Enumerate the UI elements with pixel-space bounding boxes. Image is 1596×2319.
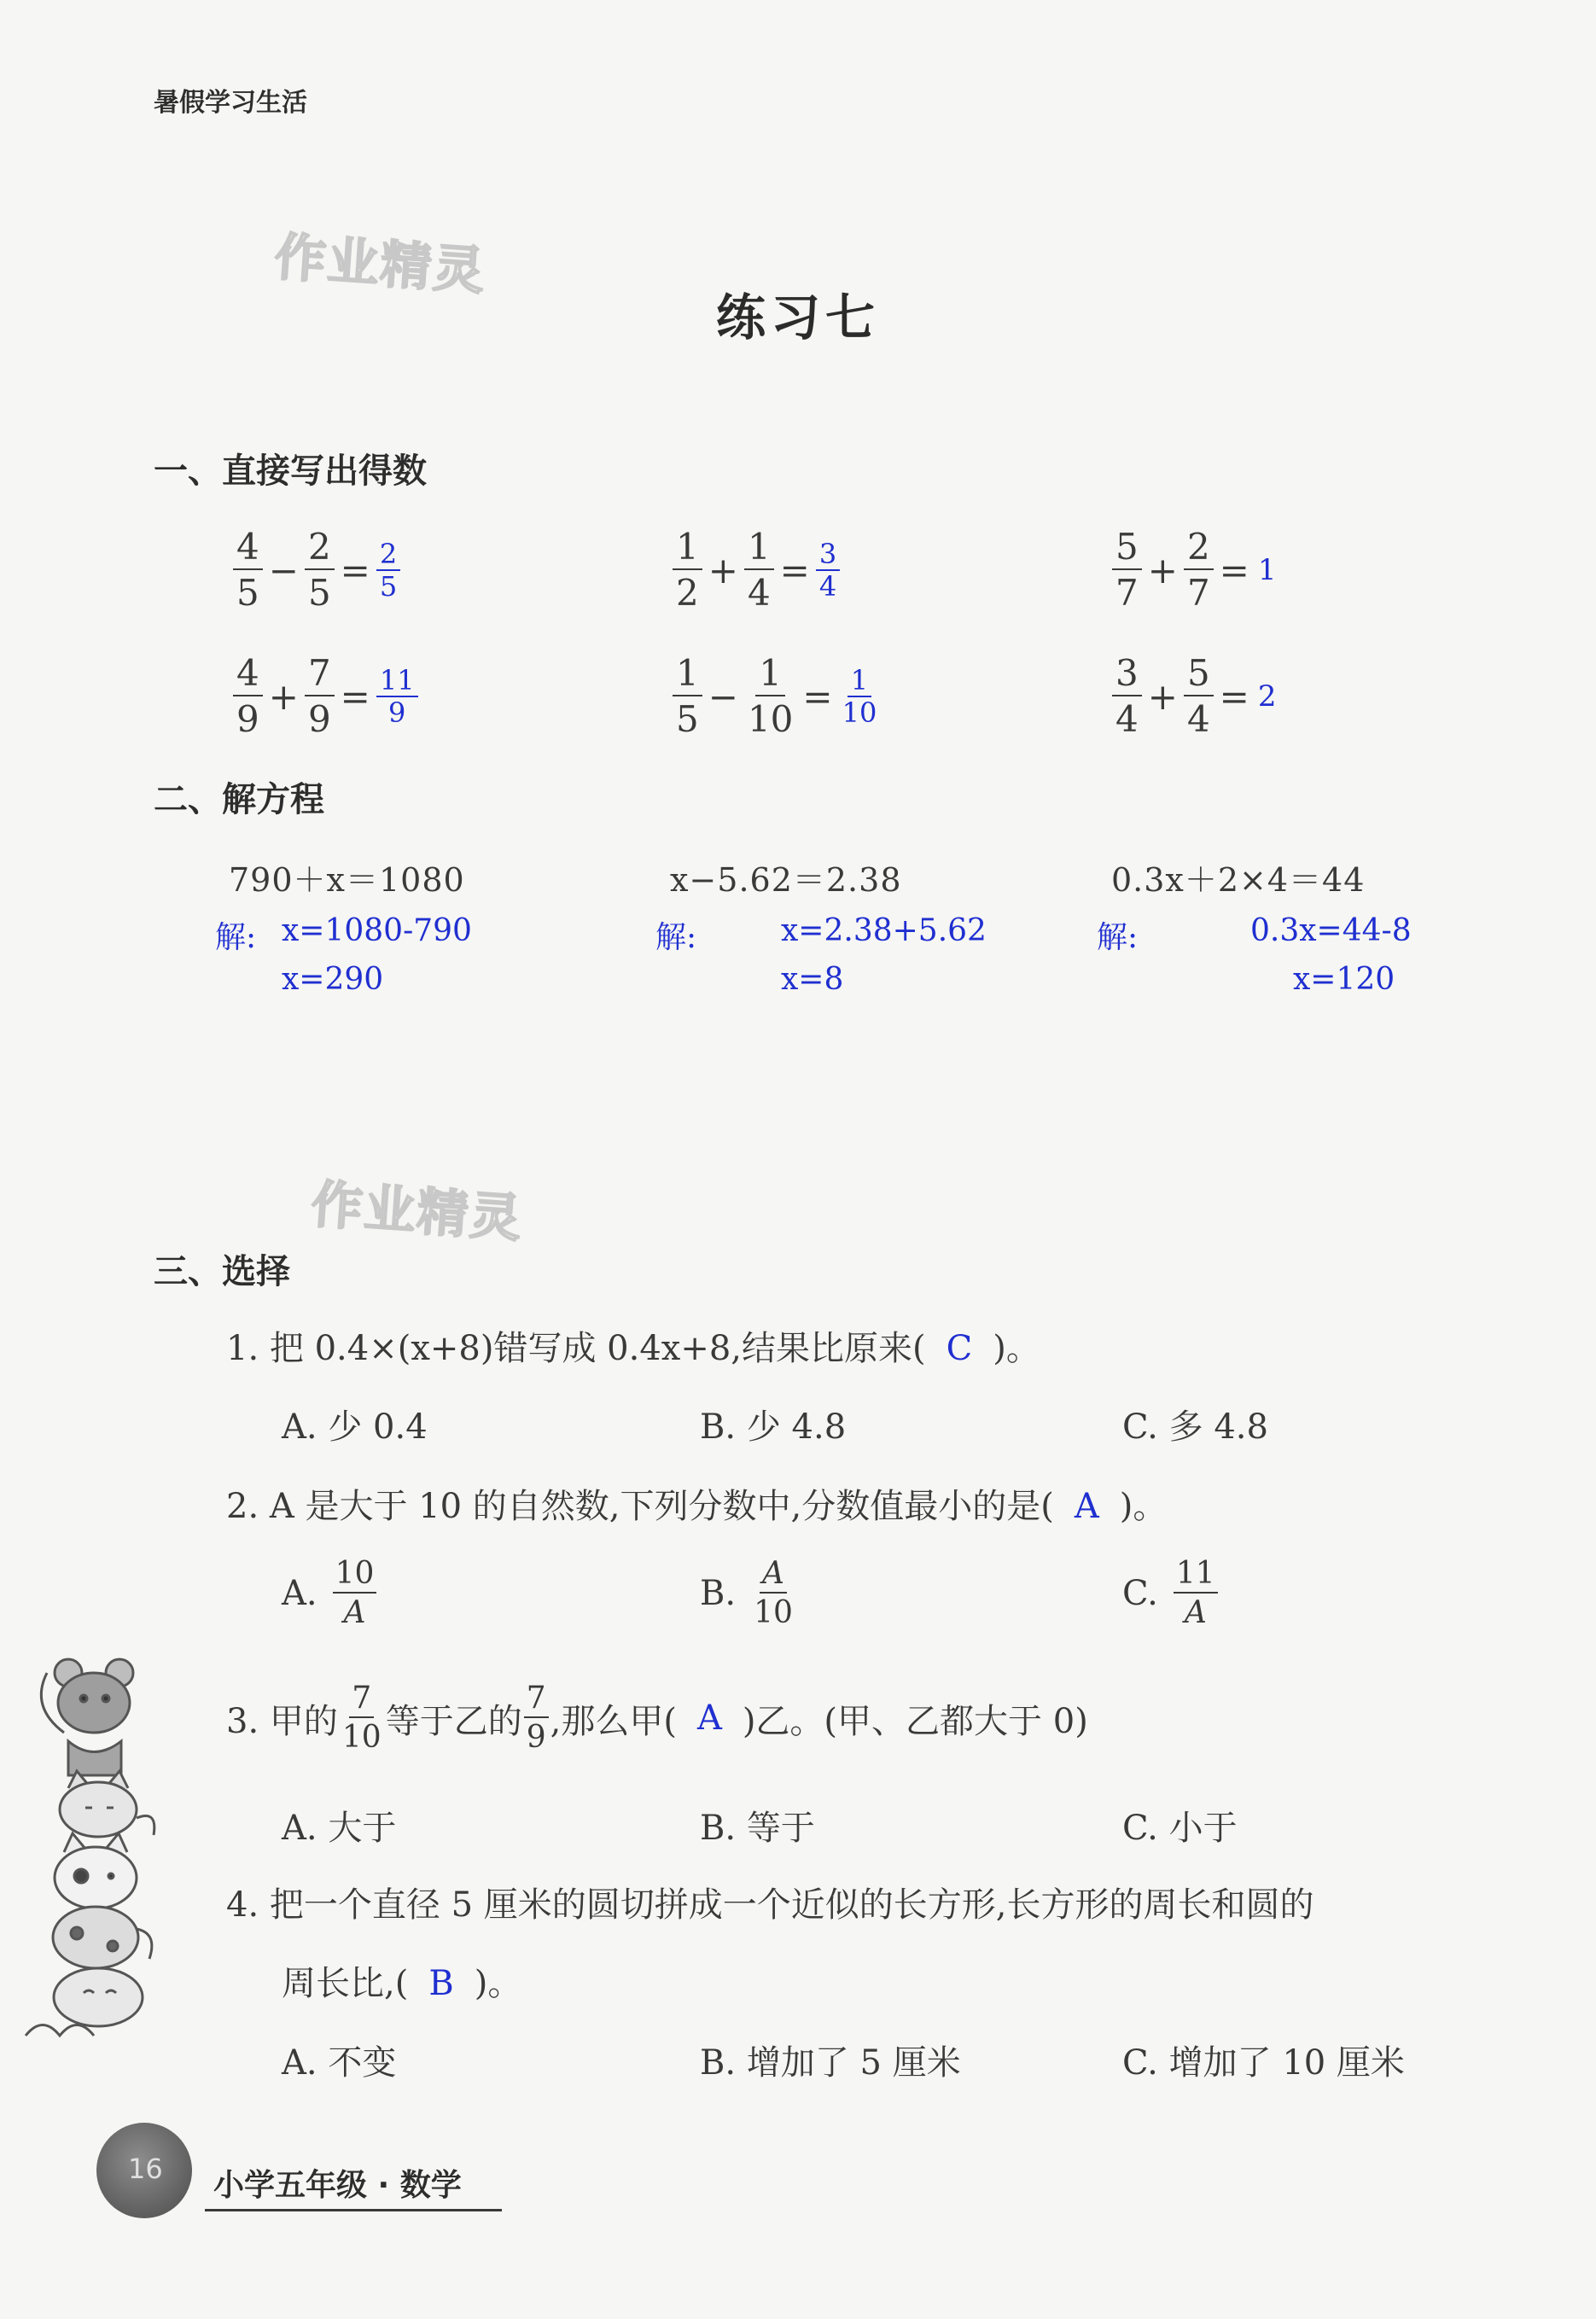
solution-step: x=1080-790 bbox=[282, 913, 472, 948]
equation-3: 0.3x＋2×4＝44 bbox=[1111, 861, 1366, 899]
option-a: A. 不变 bbox=[282, 2043, 397, 2083]
question-4-continued: 周长比,( B )。 bbox=[282, 1964, 522, 2003]
section-heading-3: 三、选择 bbox=[154, 1252, 290, 1291]
solution-result: x=290 bbox=[282, 962, 384, 997]
option-a: A. 少 0.4 bbox=[282, 1407, 428, 1447]
equation-2: x−5.62＝2.38 bbox=[670, 861, 902, 899]
solution-result: x=120 bbox=[1293, 962, 1395, 997]
problem-5: $\frac{1}{5}$ − $\frac{1}{10}$ = $\frac{1}{10}$ bbox=[670, 655, 882, 737]
section-heading-1: 一、直接写出得数 bbox=[154, 452, 427, 491]
problem-4: $\frac{4}{9}$ + $\frac{7}{9}$ = $\frac{11}{9}$ bbox=[230, 655, 421, 737]
solution-label: 解: bbox=[655, 920, 697, 955]
option-c: C. 增加了 10 厘米 bbox=[1122, 2043, 1405, 2083]
solution-step: 0.3x=44-8 bbox=[1250, 913, 1412, 948]
watermark-top: 作业精灵 bbox=[272, 227, 488, 302]
option-c: C. 11 A bbox=[1122, 1559, 1220, 1629]
solution-result: x=8 bbox=[781, 962, 844, 997]
answer-fraction: $\frac{3}{4}$ bbox=[816, 540, 840, 600]
problem-2: $\frac{1}{2}$ + $\frac{1}{4}$ = $\frac{3}{4}$ bbox=[670, 529, 842, 611]
solution-label: 解: bbox=[1097, 920, 1139, 955]
answer-choice: A bbox=[696, 1698, 722, 1738]
watermark-middle: 作业精灵 bbox=[309, 1174, 525, 1250]
option-b: B. 等于 bbox=[700, 1809, 815, 1848]
option-b: B. 增加了 5 厘米 bbox=[700, 2043, 961, 2083]
answer-choice: A bbox=[1074, 1487, 1099, 1526]
option-a: A. 大于 bbox=[282, 1809, 397, 1848]
solution-label: 解: bbox=[215, 920, 257, 955]
page-number: 16 bbox=[128, 2153, 163, 2185]
problem-1: $\frac{4}{5}$ − $\frac{2}{5}$ = $\frac{2}{5}$ bbox=[230, 529, 403, 611]
solution-step: x=2.38+5.62 bbox=[781, 913, 987, 948]
section-heading-2: 二、解方程 bbox=[154, 780, 324, 819]
option-b: B. A 10 bbox=[700, 1556, 793, 1630]
running-header: 暑假学习生活 bbox=[154, 88, 307, 118]
option-a: A. 10 A bbox=[282, 1559, 378, 1629]
footer-subject: 小学五年级 · 数学 bbox=[213, 2168, 462, 2203]
option-c: C. 多 4.8 bbox=[1122, 1407, 1268, 1447]
question-3: 3. 甲的 7 10 等于乙的 7 9 ,那么甲( A )乙。(甲、乙都大于 0) bbox=[226, 1681, 1088, 1755]
answer-choice: C bbox=[946, 1329, 973, 1368]
option-b: B. 少 4.8 bbox=[700, 1407, 847, 1447]
problem-3: $\frac{5}{7}$ + $\frac{2}{7}$ = 1 bbox=[1110, 529, 1277, 611]
answer-choice: B bbox=[428, 1964, 454, 2003]
answer-integer: 2 bbox=[1257, 679, 1277, 714]
footer-rule bbox=[205, 2209, 502, 2211]
answer-fraction: $\frac{2}{5}$ bbox=[376, 540, 400, 600]
question-1: 1. 把 0.4×(x+8)错写成 0.4x+8,结果比原来( C )。 bbox=[226, 1329, 1040, 1368]
question-2: 2. A 是大于 10 的自然数,下列分数中,分数值最小的是( A )。 bbox=[226, 1487, 1168, 1526]
answer-integer: 1 bbox=[1257, 553, 1277, 587]
equation-1: 790＋x＝1080 bbox=[229, 861, 465, 899]
question-4: 4. 把一个直径 5 厘米的圆切拼成一个近似的长方形,长方形的周长和圆的 bbox=[226, 1885, 1314, 1925]
problem-6: $\frac{3}{4}$ + $\frac{5}{4}$ = 2 bbox=[1110, 655, 1277, 737]
page-title: 练习七 bbox=[715, 288, 880, 347]
answer-fraction: $\frac{11}{9}$ bbox=[376, 667, 418, 726]
cartoon-animals-illustration bbox=[17, 1639, 162, 2048]
answer-fraction: $\frac{1}{10}$ bbox=[842, 664, 877, 729]
fraction: $\frac{4}{5}$ bbox=[233, 529, 263, 611]
option-c: C. 小于 bbox=[1122, 1809, 1238, 1848]
